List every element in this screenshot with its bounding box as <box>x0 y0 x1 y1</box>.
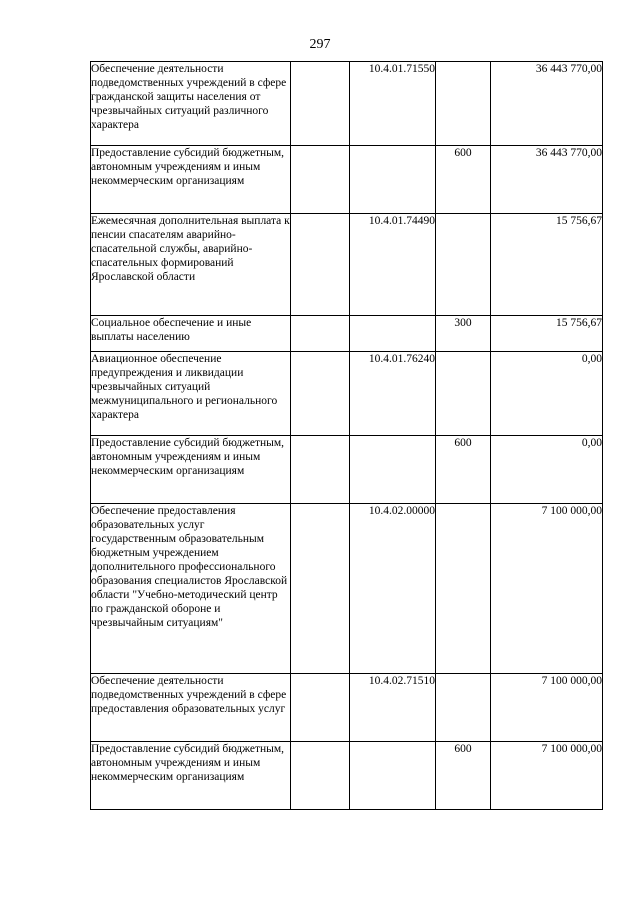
table-row <box>91 674 603 742</box>
amount: 36 443 770,00 <box>491 62 603 146</box>
expense-type: 300 <box>436 316 491 352</box>
table-row <box>91 742 603 810</box>
table-row <box>91 62 603 146</box>
table-row <box>91 214 603 316</box>
target-code <box>350 146 436 214</box>
expense-type <box>436 352 491 436</box>
row-name: Обеспечение предоставления образовательных услуг государственным образовательным бюджетным учреждением дополнительного профессионального образования специалистов Ярославской области "Учебно-методический центр по гражданской обороне и чрезвычайным ситуациям" <box>91 504 291 674</box>
empty-cell <box>291 504 350 674</box>
page-number: 297 <box>309 37 331 52</box>
expense-type <box>436 214 491 316</box>
row-name: Ежемесячная дополнительная выплата к пенсии спасателям аварийно-спасательной службы, аварийно-спасательных формирований Ярославской области <box>91 214 291 316</box>
table-row <box>91 146 603 214</box>
amount: 36 443 770,00 <box>491 146 603 214</box>
table-row <box>91 316 603 352</box>
empty-cell <box>291 214 350 316</box>
table-row <box>91 352 603 436</box>
expense-type <box>436 62 491 146</box>
amount: 7 100 000,00 <box>491 504 603 674</box>
row-name: Социальное обеспечение и иные выплаты населению <box>91 316 291 352</box>
table-row <box>91 436 603 504</box>
row-name: Предоставление субсидий бюджетным, автономным учреждениям и иным некоммерческим организациям <box>91 146 291 214</box>
row-name: Обеспечение деятельности подведомственных учреждений в сфере гражданской защиты населения от чрезвычайных ситуаций различного характера <box>91 62 291 146</box>
table-row <box>91 504 603 674</box>
row-name: Авиационное обеспечение предупреждения и ликвидации чрезвычайных ситуаций межмуниципального и регионального характера <box>91 352 291 436</box>
target-code <box>350 316 436 352</box>
empty-cell <box>291 316 350 352</box>
row-name: Предоставление субсидий бюджетным, автономным учреждениям и иным некоммерческим организациям <box>91 436 291 504</box>
empty-cell <box>291 436 350 504</box>
target-code <box>350 742 436 810</box>
amount: 15 756,67 <box>491 214 603 316</box>
row-name: Обеспечение деятельности подведомственных учреждений в сфере предоставления образовательных услуг <box>91 674 291 742</box>
expense-type: 600 <box>436 436 491 504</box>
row-name: Предоставление субсидий бюджетным, автономным учреждениям и иным некоммерческим организациям <box>91 742 291 810</box>
budget-table <box>90 61 603 810</box>
empty-cell <box>291 674 350 742</box>
amount: 7 100 000,00 <box>491 742 603 810</box>
target-code: 10.4.02.00000 <box>350 504 436 674</box>
target-code: 10.4.01.74490 <box>350 214 436 316</box>
amount: 15 756,67 <box>491 316 603 352</box>
expense-type <box>436 674 491 742</box>
amount: 0,00 <box>491 436 603 504</box>
empty-cell <box>291 742 350 810</box>
expense-type <box>436 504 491 674</box>
empty-cell <box>291 352 350 436</box>
target-code: 10.4.01.71550 <box>350 62 436 146</box>
empty-cell <box>291 62 350 146</box>
target-code: 10.4.01.76240 <box>350 352 436 436</box>
expense-type: 600 <box>436 742 491 810</box>
amount: 0,00 <box>491 352 603 436</box>
target-code <box>350 436 436 504</box>
expense-type: 600 <box>436 146 491 214</box>
amount: 7 100 000,00 <box>491 674 603 742</box>
target-code: 10.4.02.71510 <box>350 674 436 742</box>
empty-cell <box>291 146 350 214</box>
